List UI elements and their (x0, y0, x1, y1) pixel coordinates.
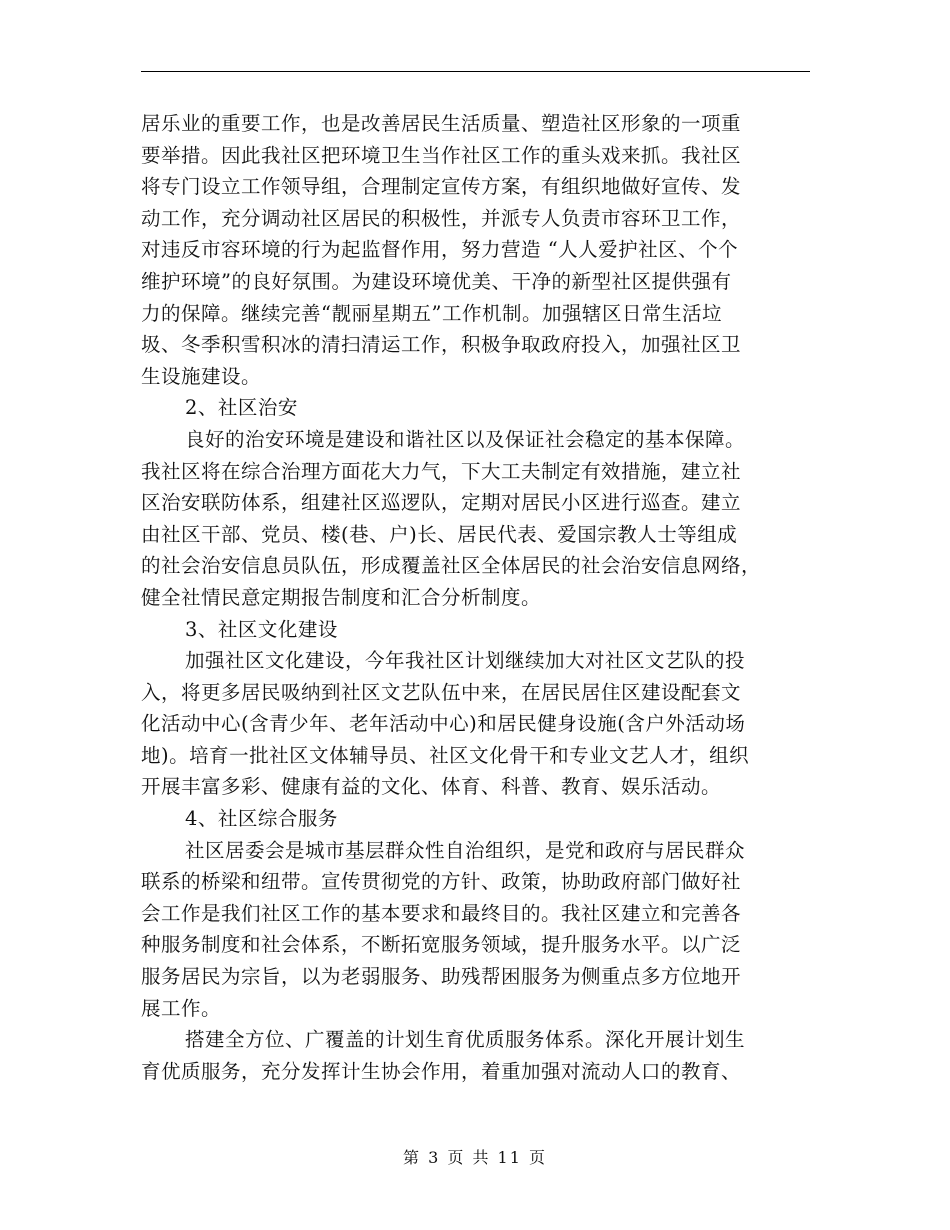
text-line: 地)。培育一批社区文体辅导员、社区文化骨干和专业文艺人才，组织 (141, 743, 750, 767)
text-line: 健全社情民意定期报告制度和汇合分析制度。 (141, 585, 542, 609)
text-line: 社区居委会是城市基层群众性自治组织，是党和政府与居民群众 (185, 838, 746, 862)
text-line: 将专门设立工作领导组，合理制定宣传方案，有组织地做好宣传、发 (141, 175, 742, 199)
text-line: 搭建全方位、广覆盖的计划生育优质服务体系。深化开展计划生 (185, 1028, 746, 1052)
body-text (141, 108, 821, 1087)
text-line: 4、社区综合服务 (185, 807, 338, 831)
text-line: 服务居民为宗旨，以为老弱服务、助残帮困服务为侧重点多方位地开 (141, 965, 742, 989)
text-line: 生设施建设。 (141, 364, 262, 388)
text-line: 居乐业的重要工作，也是改善居民生活质量、塑造社区形象的一项重 (141, 112, 742, 135)
text-line: 维护环境”的良好氛围。为建设环境优美、干净的新型社区提供强有 (141, 269, 732, 293)
text-line: 2、社区治安 (185, 396, 298, 420)
text-line: 育优质服务，充分发挥计生协会作用，着重加强对流动人口的教育、 (141, 1059, 742, 1083)
text-line: 要举措。因此我社区把环境卫生当作社区工作的重头戏来抓。我社区 (141, 143, 742, 167)
text-line: 区治安联防体系，组建社区巡逻队，定期对居民小区进行巡查。建立 (141, 491, 742, 515)
text-line: 加强社区文化建设，今年我社区计划继续加大对社区文艺队的投 (185, 649, 746, 673)
header-rule (141, 71, 810, 72)
text-line: 会工作是我们社区工作的基本要求和最终目的。我社区建立和完善各 (141, 901, 742, 925)
text-line: 我社区将在综合治理方面花大力气，下大工夫制定有效措施，建立社 (141, 459, 742, 483)
text-line: 圾、冬季积雪积冰的清扫清运工作，积极争取政府投入，加强社区卫 (141, 333, 742, 357)
text-line: 由社区干部、党员、楼(巷、户)长、居民代表、爱国宗教人士等组成 (141, 522, 738, 546)
page-footer: 第 3 页 共 11 页 (403, 1148, 547, 1167)
text-line: 力的保障。继续完善“靓丽星期五”工作机制。加强辖区日常生活垃 (141, 301, 722, 325)
text-line: 联系的桥梁和纽带。宣传贯彻党的方针、政策，协助政府部门做好社 (141, 870, 742, 894)
text-line: 种服务制度和社会体系，不断拓宽服务领域，提升服务水平。以广泛 (141, 933, 742, 957)
text-line: 入，将更多居民吸纳到社区文艺队伍中来，在居民居住区建设配套文 (141, 680, 742, 704)
text-line: 开展丰富多彩、健康有益的文化、体育、科普、教育、娱乐活动。 (141, 775, 722, 799)
text-line: 3、社区文化建设 (185, 617, 338, 641)
text-line: 的社会治安信息员队伍，形成覆盖社区全体居民的社会治安信息网络， (141, 554, 762, 578)
text-line: 动工作，充分调动社区居民的积极性，并派专人负责市容环卫工作， (141, 206, 742, 230)
text-line: 展工作。 (141, 996, 222, 1020)
text-line: 良好的治安环境是建设和谐社区以及保证社会稳定的基本保障。 (185, 427, 746, 451)
text-line: 对违反市容环境的行为起监督作用，努力营造 “人人爱护社区、个个 (141, 238, 739, 262)
text-line: 化活动中心(含青少年、老年活动中心)和居民健身设施(含户外活动场 (141, 712, 746, 736)
